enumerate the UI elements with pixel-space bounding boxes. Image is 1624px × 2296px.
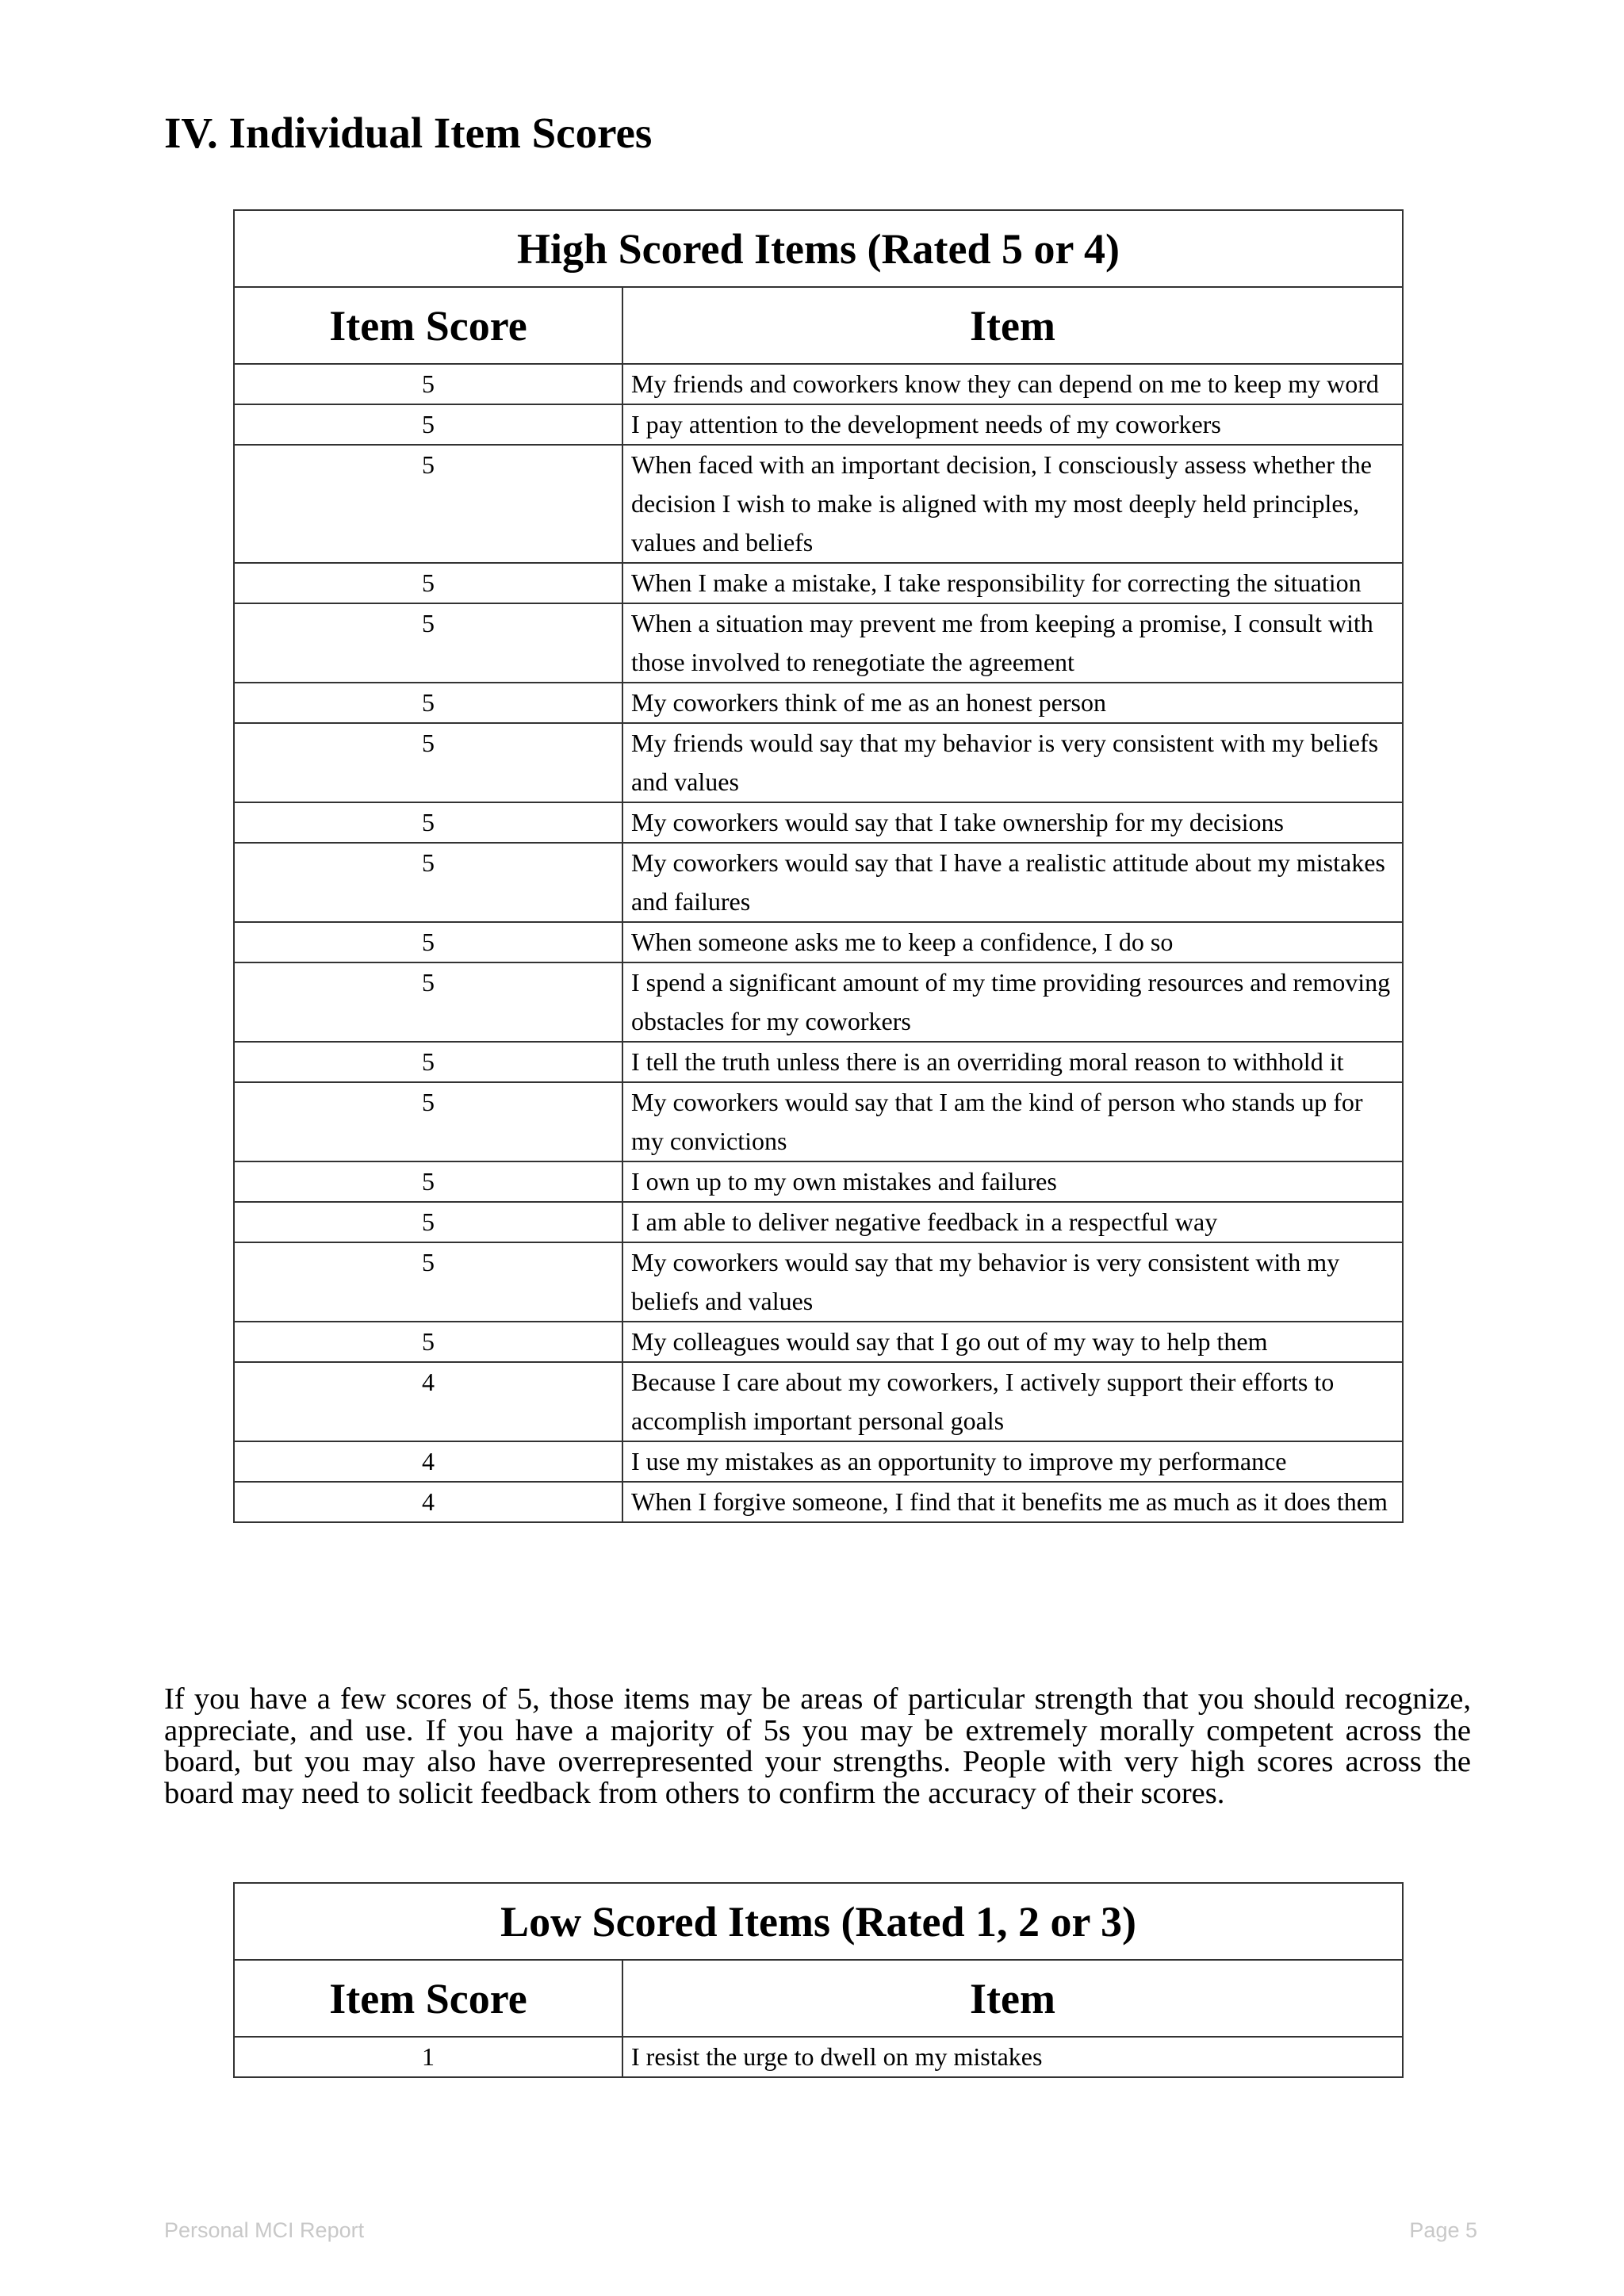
item-score-cell: 5: [234, 404, 622, 445]
item-text-cell: Because I care about my coworkers, I actively support their efforts to accomplish important personal goals: [622, 1362, 1403, 1441]
high-scored-items-table: [233, 209, 1404, 1523]
table-row: [234, 1441, 1403, 1482]
table-row: [234, 1161, 1403, 1202]
item-text-cell: My friends would say that my behavior is very consistent with my beliefs and values: [622, 723, 1403, 802]
table-row: [234, 683, 1403, 723]
table-row: [234, 404, 1403, 445]
item-score-cell: 5: [234, 1161, 622, 1202]
table-row: [234, 922, 1403, 962]
low-table-item-header: Item: [622, 1960, 1403, 2037]
item-text-cell: I pay attention to the development needs of my coworkers: [622, 404, 1403, 445]
item-score-cell: 5: [234, 843, 622, 922]
item-score-cell: 4: [234, 1441, 622, 1482]
item-score-cell: 5: [234, 563, 622, 603]
table-row: [234, 1202, 1403, 1242]
high-table-body: [234, 364, 1403, 1522]
item-text-cell: My colleagues would say that I go out of my way to help them: [622, 1322, 1403, 1362]
footer-report-name: Personal MCI Report: [164, 2218, 365, 2242]
item-score-cell: 5: [234, 802, 622, 843]
item-text-cell: I am able to deliver negative feedback in a respectful way: [622, 1202, 1403, 1242]
item-score-cell: 5: [234, 1042, 622, 1082]
table-row: [234, 1322, 1403, 1362]
item-text-cell: When someone asks me to keep a confidence, I do so: [622, 922, 1403, 962]
table-row: [234, 843, 1403, 922]
item-score-cell: 5: [234, 1322, 622, 1362]
low-table-body: [234, 2037, 1403, 2077]
table-row: [234, 1242, 1403, 1322]
item-score-cell: 5: [234, 1082, 622, 1161]
table-row: [234, 1482, 1403, 1522]
item-score-cell: 5: [234, 922, 622, 962]
table-row: [234, 2037, 1403, 2077]
item-text-cell: I resist the urge to dwell on my mistakes: [622, 2037, 1403, 2077]
table-row: [234, 364, 1403, 404]
section-heading: IV. Individual Item Scores: [164, 109, 653, 157]
table-row: [234, 1042, 1403, 1082]
item-score-cell: 5: [234, 723, 622, 802]
item-score-cell: 4: [234, 1362, 622, 1441]
item-text-cell: I spend a significant amount of my time providing resources and removing obstacles for my coworkers: [622, 962, 1403, 1042]
low-scored-items-table: [233, 1882, 1404, 2078]
table-row: [234, 445, 1403, 563]
item-score-cell: 5: [234, 683, 622, 723]
table-row: [234, 563, 1403, 603]
strength-explanation-paragraph: If you have a few scores of 5, those items may be areas of particular strength that you should recognize, appreciate, and use. If you have a majority of 5s you may be extremely morally competent across the board, but you may also have overrepresented your strengths. People with very high scores across the board may need to solicit feedback from others to confirm the accuracy of their scores.: [164, 1682, 1471, 1810]
high-table-title: High Scored Items (Rated 5 or 4): [234, 210, 1403, 287]
item-score-cell: 5: [234, 1202, 622, 1242]
table-row: [234, 1082, 1403, 1161]
item-text-cell: My coworkers think of me as an honest person: [622, 683, 1403, 723]
item-text-cell: My coworkers would say that my behavior is very consistent with my beliefs and values: [622, 1242, 1403, 1322]
item-text-cell: I tell the truth unless there is an overriding moral reason to withhold it: [622, 1042, 1403, 1082]
table-row: [234, 723, 1403, 802]
low-table-title: Low Scored Items (Rated 1, 2 or 3): [234, 1883, 1403, 1960]
table-row: [234, 962, 1403, 1042]
item-score-cell: 4: [234, 1482, 622, 1522]
low-table-score-header: Item Score: [234, 1960, 622, 2037]
item-text-cell: When I make a mistake, I take responsibility for correcting the situation: [622, 563, 1403, 603]
item-text-cell: My coworkers would say that I take ownership for my decisions: [622, 802, 1403, 843]
table-row: [234, 802, 1403, 843]
item-score-cell: 5: [234, 445, 622, 563]
item-text-cell: My friends and coworkers know they can depend on me to keep my word: [622, 364, 1403, 404]
item-text-cell: My coworkers would say that I am the kind of person who stands up for my convictions: [622, 1082, 1403, 1161]
item-score-cell: 5: [234, 1242, 622, 1322]
footer-page-number: Page 5: [1409, 2218, 1477, 2242]
item-score-cell: 1: [234, 2037, 622, 2077]
item-score-cell: 5: [234, 603, 622, 683]
item-text-cell: I use my mistakes as an opportunity to improve my performance: [622, 1441, 1403, 1482]
item-text-cell: I own up to my own mistakes and failures: [622, 1161, 1403, 1202]
item-text-cell: When faced with an important decision, I consciously assess whether the decision I wish to make is aligned with my most deeply held principles, values and beliefs: [622, 445, 1403, 563]
item-text-cell: When I forgive someone, I find that it benefits me as much as it does them: [622, 1482, 1403, 1522]
item-text-cell: When a situation may prevent me from keeping a promise, I consult with those involved to renegotiate the agreement: [622, 603, 1403, 683]
table-row: [234, 603, 1403, 683]
item-score-cell: 5: [234, 962, 622, 1042]
high-table-item-header: Item: [622, 287, 1403, 364]
item-score-cell: 5: [234, 364, 622, 404]
item-text-cell: My coworkers would say that I have a realistic attitude about my mistakes and failures: [622, 843, 1403, 922]
table-row: [234, 1362, 1403, 1441]
high-table-score-header: Item Score: [234, 287, 622, 364]
